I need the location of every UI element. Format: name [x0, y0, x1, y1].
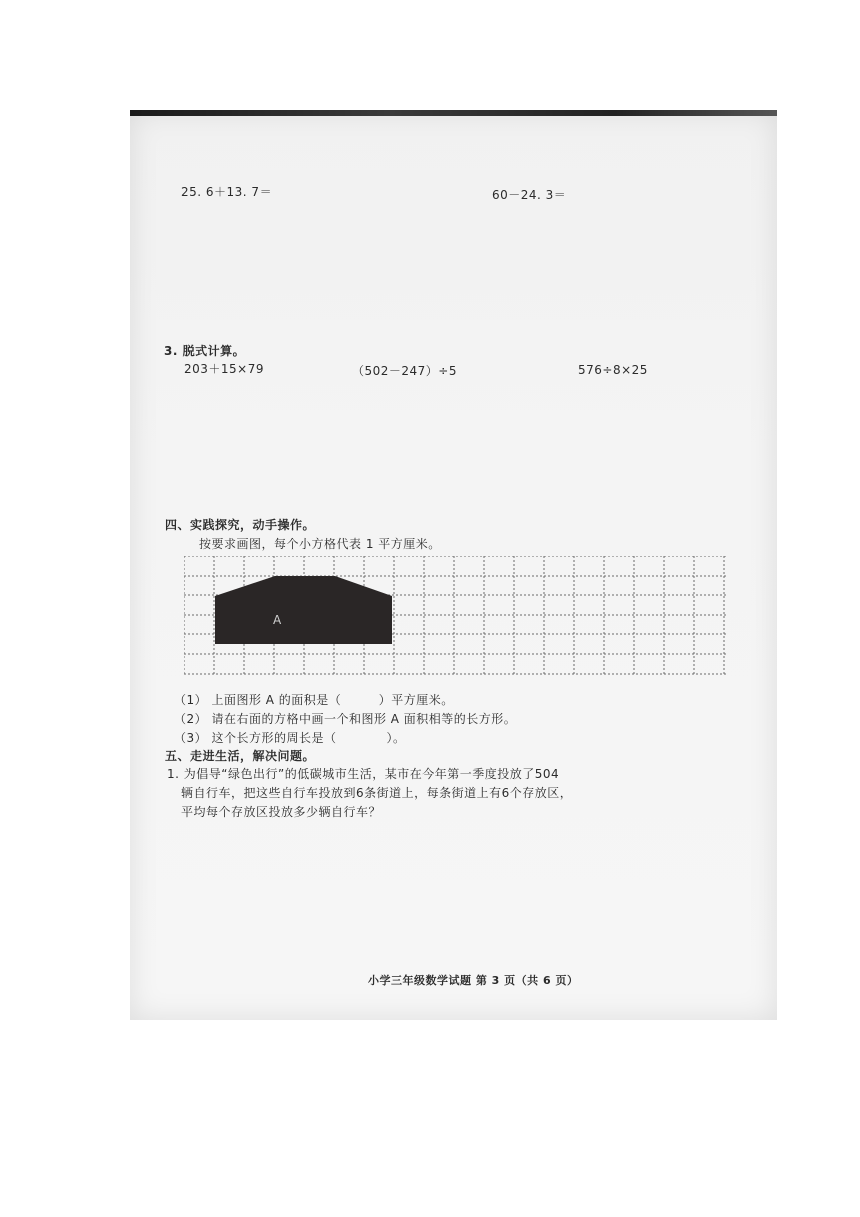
drawing-grid: [184, 556, 727, 675]
shape-a-label: A: [273, 613, 282, 627]
page-footer: 小学三年级数学试题 第 3 页（共 6 页）: [368, 974, 579, 987]
section-4-instruction: 按要求画图，每个小方格代表 1 平方厘米。: [199, 537, 441, 551]
page-top-edge: [130, 110, 777, 116]
shape-a: [215, 576, 392, 644]
question-1: （1） 上面图形 A 的面积是（ ）平方厘米。: [174, 693, 454, 707]
problem-1-line-3: 平均每个存放区投放多少辆自行车？: [181, 805, 382, 819]
equation-2: 60－24. 3＝: [492, 188, 567, 202]
question-3: （3） 这个长方形的周长是（ ）。: [174, 731, 406, 745]
exam-page-photo: [130, 110, 777, 1020]
expression-2: （502－247）÷5: [352, 364, 457, 378]
section-3-title: 3. 脱式计算。: [164, 344, 246, 358]
problem-1-line-1: 1. 为倡导“绿色出行”的低碳城市生活，某市在今年第一季度投放了504: [167, 767, 560, 781]
section-5-title: 五、走进生活，解决问题。: [165, 749, 316, 763]
section-4-title: 四、实践探究，动手操作。: [165, 518, 316, 532]
expression-1: 203＋15×79: [184, 362, 264, 376]
question-2: （2） 请在右面的方格中画一个和图形 A 面积相等的长方形。: [174, 712, 517, 726]
equation-1: 25. 6＋13. 7＝: [181, 185, 273, 199]
expression-3: 576÷8×25: [578, 363, 648, 377]
problem-1-line-2: 辆自行车，把这些自行车投放到6条街道上，每条街道上有6个存放区，: [181, 786, 573, 800]
